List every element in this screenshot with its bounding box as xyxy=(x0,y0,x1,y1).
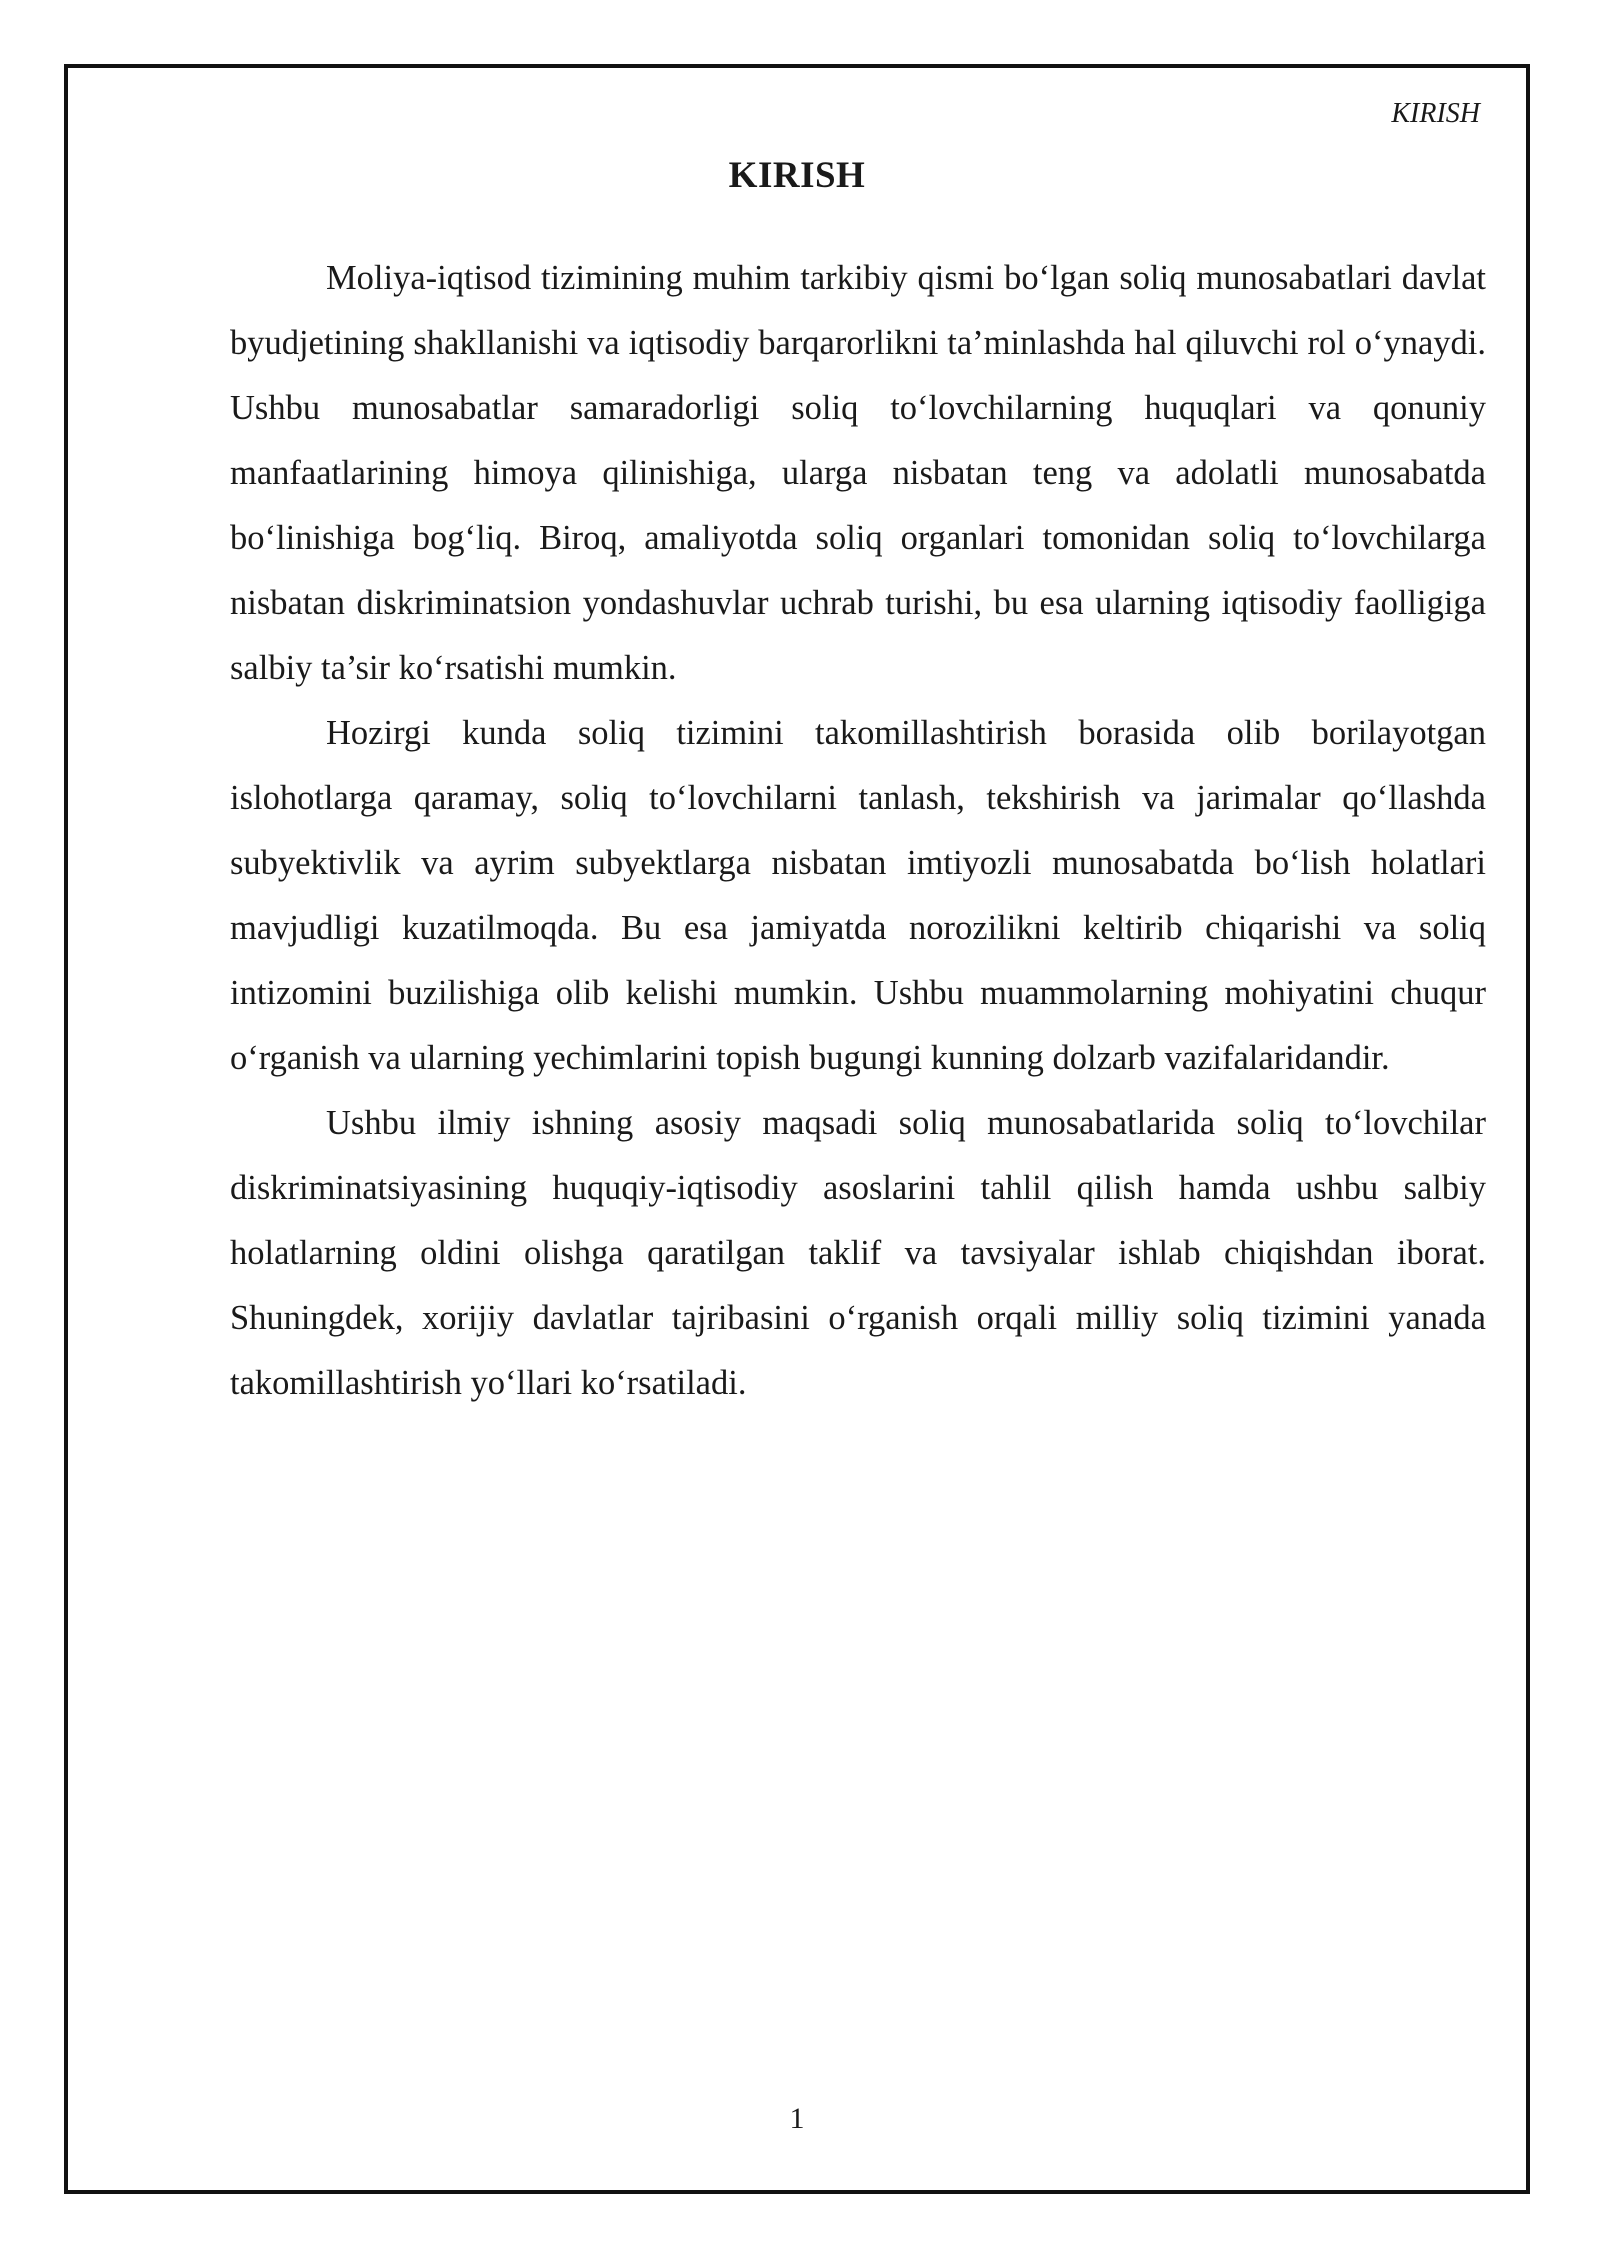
page-number: 1 xyxy=(789,2102,805,2135)
page-frame xyxy=(64,64,1530,2194)
paragraph-2: Hozirgi kunda soliq tizimini takomillashtirish borasida olib borilayotgan islohotlarga qaramay, soliq to‘lovchilarni tanlash, tekshirish va jarimalar qo‘llashda subyektivlik va ayrim subyektlarga nisbatan imtiyozli munosabatda bo‘lish holatlari mavjudligi kuzatilmoqda. Bu esa jamiyatda norozilikni keltirib chiqarishi va soliq intizomini buzilishiga olib kelishi mumkin. Ushbu muammolarning mohiyatini chuqur o‘rganish va ularning yechimlarini topish bugungi kunning dolzarb vazifalaridandir. xyxy=(230,714,1486,1077)
page-title: KIRISH xyxy=(728,155,866,196)
paragraph-3: Ushbu ilmiy ishning asosiy maqsadi soliq munosabatlarida soliq to‘lovchilar diskriminatsiyasining huquqiy-iqtisodiy asoslarini tahlil qilish hamda ushbu salbiy holatlarning oldini olishga qaratilgan taklif va tavsiyalar ishlab chiqishdan iborat. Shuningdek, xorijiy davlatlar tajribasini o‘rganish orqali milliy soliq tizimini yanada takomillashtirish yo‘llari ko‘rsatiladi. xyxy=(230,1104,1486,1402)
body-text xyxy=(230,246,1486,1416)
running-header: KIRISH xyxy=(1391,98,1480,129)
paragraph-1: Moliya-iqtisod tizimining muhim tarkibiy qismi bo‘lgan soliq munosabatlari davlat byudjetining shakllanishi va iqtisodiy barqarorlikni ta’minlashda hal qiluvchi rol o‘ynaydi. Ushbu munosabatlar samaradorligi soliq to‘lovchilarning huquqlari va qonuniy manfaatlarining himoya qilinishiga, ularga nisbatan teng va adolatli munosabatda bo‘linishiga bog‘liq. Biroq, amaliyotda soliq organlari tomonidan soliq to‘lovchilarga nisbatan diskriminatsion yondashuvlar uchrab turishi, bu esa ularning iqtisodiy faolligiga salbiy ta’sir ko‘rsatishi mumkin. xyxy=(230,259,1486,687)
